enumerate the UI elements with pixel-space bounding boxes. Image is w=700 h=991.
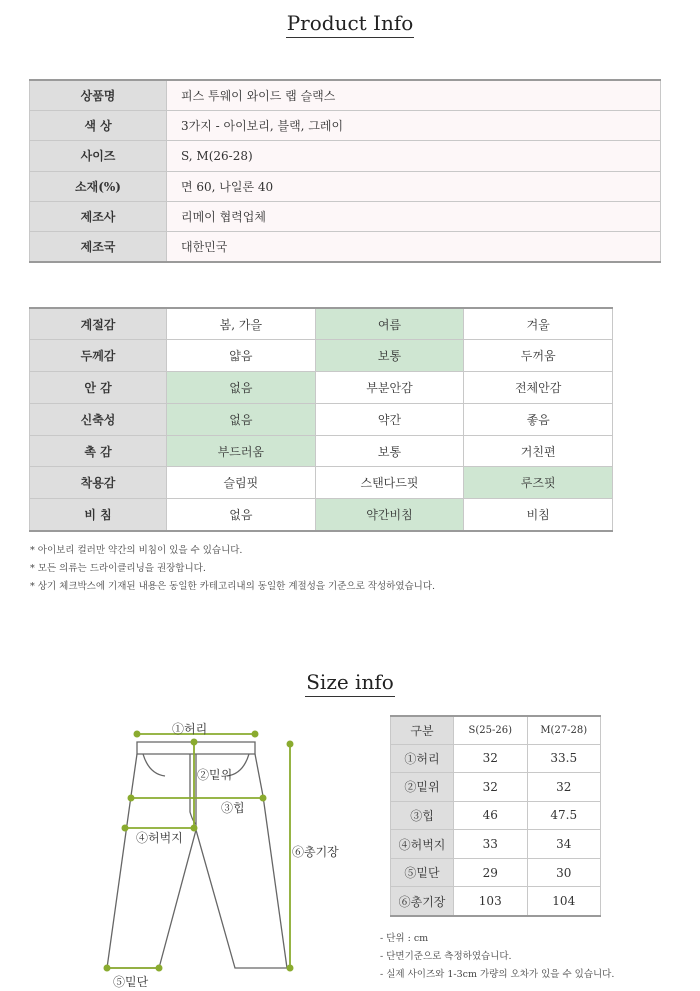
origin-value: 대한민국 (167, 232, 661, 262)
lining-option: 없음 (167, 372, 316, 404)
size-cell: 32 (527, 773, 601, 802)
material-value: 면 60, 나일론 40 (167, 171, 661, 201)
fit-option: 스탠다드핏 (315, 467, 464, 499)
diagram-label-hip: ③힙 (221, 801, 245, 815)
table-header-row (391, 716, 601, 744)
season-option: 겨울 (464, 308, 613, 340)
size-header-s: S(25-26) (454, 716, 528, 744)
note-line: - 실제 사이즈와 1-3cm 가량의 오차가 있을 수 있습니다. (380, 969, 615, 980)
table-row (30, 141, 661, 171)
thickness-option: 두꺼움 (464, 340, 613, 372)
texture-option: 부드러움 (167, 435, 316, 467)
texture-option: 보통 (315, 435, 464, 467)
table-row (391, 858, 601, 887)
size-row-label: ②밑위 (391, 773, 454, 802)
product-info-table (29, 79, 661, 263)
size-row-label: ⑤밑단 (391, 858, 454, 887)
thickness-label: 두께감 (30, 340, 167, 372)
sheerness-option: 없음 (167, 499, 316, 531)
note-line: - 단위 : cm (380, 933, 429, 944)
texture-label: 촉 감 (30, 435, 167, 467)
size-row-label: ④허벅지 (391, 830, 454, 859)
sheerness-option: 비침 (464, 499, 613, 531)
diagram-label-length: ⑥총기장 (292, 845, 339, 859)
table-row (391, 744, 601, 773)
size-cell: 32 (454, 744, 528, 773)
size-cell: 33 (454, 830, 528, 859)
size-cell: 33.5 (527, 744, 601, 773)
size-notes (380, 930, 614, 984)
season-option: 봄, 가을 (167, 308, 316, 340)
attribute-notes (30, 542, 435, 596)
thickness-option: 보통 (315, 340, 464, 372)
stretch-label: 신축성 (30, 403, 167, 435)
manufacturer-value: 리메이 협력업체 (167, 202, 661, 232)
table-row (391, 773, 601, 802)
size-cell: 46 (454, 801, 528, 830)
size-table (390, 715, 601, 917)
size-header-category: 구분 (391, 716, 454, 744)
size-cell: 47.5 (527, 801, 601, 830)
diagram-label-rise: ②밑위 (197, 768, 233, 782)
sheerness-label: 비 침 (30, 499, 167, 531)
manufacturer-label: 제조사 (30, 202, 167, 232)
thickness-option: 얇음 (167, 340, 316, 372)
table-row (30, 467, 613, 499)
size-cell: 32 (454, 773, 528, 802)
size-row-label: ③힙 (391, 801, 454, 830)
note-line: - 단면기준으로 측정하였습니다. (380, 951, 512, 962)
size-row-label: ⑥총기장 (391, 887, 454, 916)
season-option: 여름 (315, 308, 464, 340)
note-line: * 모든 의류는 드라이클리닝을 권장합니다. (30, 563, 206, 574)
diagram-label-waist: ①허리 (172, 722, 208, 736)
table-row (30, 308, 613, 340)
size-cell: 34 (527, 830, 601, 859)
size-cell: 104 (527, 887, 601, 916)
note-line: * 상기 체크박스에 기재된 내용은 동일한 카테고리내의 동일한 계절성을 기준으로 작성하였습니다. (30, 581, 436, 592)
size-info-heading (0, 670, 700, 694)
stretch-option: 약간 (315, 403, 464, 435)
size-cell: 29 (454, 858, 528, 887)
size-value: S, M(26-28) (167, 141, 661, 171)
texture-option: 거친편 (464, 435, 613, 467)
table-row (30, 202, 661, 232)
table-row (30, 372, 613, 404)
table-row (30, 435, 613, 467)
fit-option: 슬림핏 (167, 467, 316, 499)
size-info-title: Size info (305, 670, 395, 697)
size-header-m: M(27-28) (527, 716, 601, 744)
size-label: 사이즈 (30, 141, 167, 171)
attribute-table (29, 307, 613, 532)
lining-option: 전체안감 (464, 372, 613, 404)
product-info-heading (0, 11, 700, 35)
table-row (391, 801, 601, 830)
sheerness-option: 약간비침 (315, 499, 464, 531)
color-value: 3가지 - 아이보리, 블랙, 그레이 (167, 110, 661, 140)
product-name-label: 상품명 (30, 80, 167, 110)
table-row (391, 830, 601, 859)
lining-label: 안 감 (30, 372, 167, 404)
size-row-label: ①허리 (391, 744, 454, 773)
lining-option: 부분안감 (315, 372, 464, 404)
size-cell: 103 (454, 887, 528, 916)
size-cell: 30 (527, 858, 601, 887)
fit-option: 루즈핏 (464, 467, 613, 499)
table-row (30, 340, 613, 372)
table-row (30, 171, 661, 201)
season-label: 계절감 (30, 308, 167, 340)
material-label: 소재(%) (30, 171, 167, 201)
table-row (30, 110, 661, 140)
note-line: * 아이보리 컬러만 약간의 비침이 있을 수 있습니다. (30, 545, 243, 556)
table-row (30, 232, 661, 262)
table-row (30, 499, 613, 531)
product-name-value: 피스 투웨이 와이드 랩 슬랙스 (167, 80, 661, 110)
stretch-option: 좋음 (464, 403, 613, 435)
diagram-label-thigh: ④허벅지 (136, 831, 183, 845)
table-row (30, 80, 661, 110)
table-row (30, 403, 613, 435)
product-info-title: Product Info (286, 11, 415, 38)
stretch-option: 없음 (167, 403, 316, 435)
color-label: 색 상 (30, 110, 167, 140)
diagram-label-hem: ⑤밑단 (113, 975, 149, 989)
origin-label: 제조국 (30, 232, 167, 262)
fit-label: 착용감 (30, 467, 167, 499)
table-row (391, 887, 601, 916)
